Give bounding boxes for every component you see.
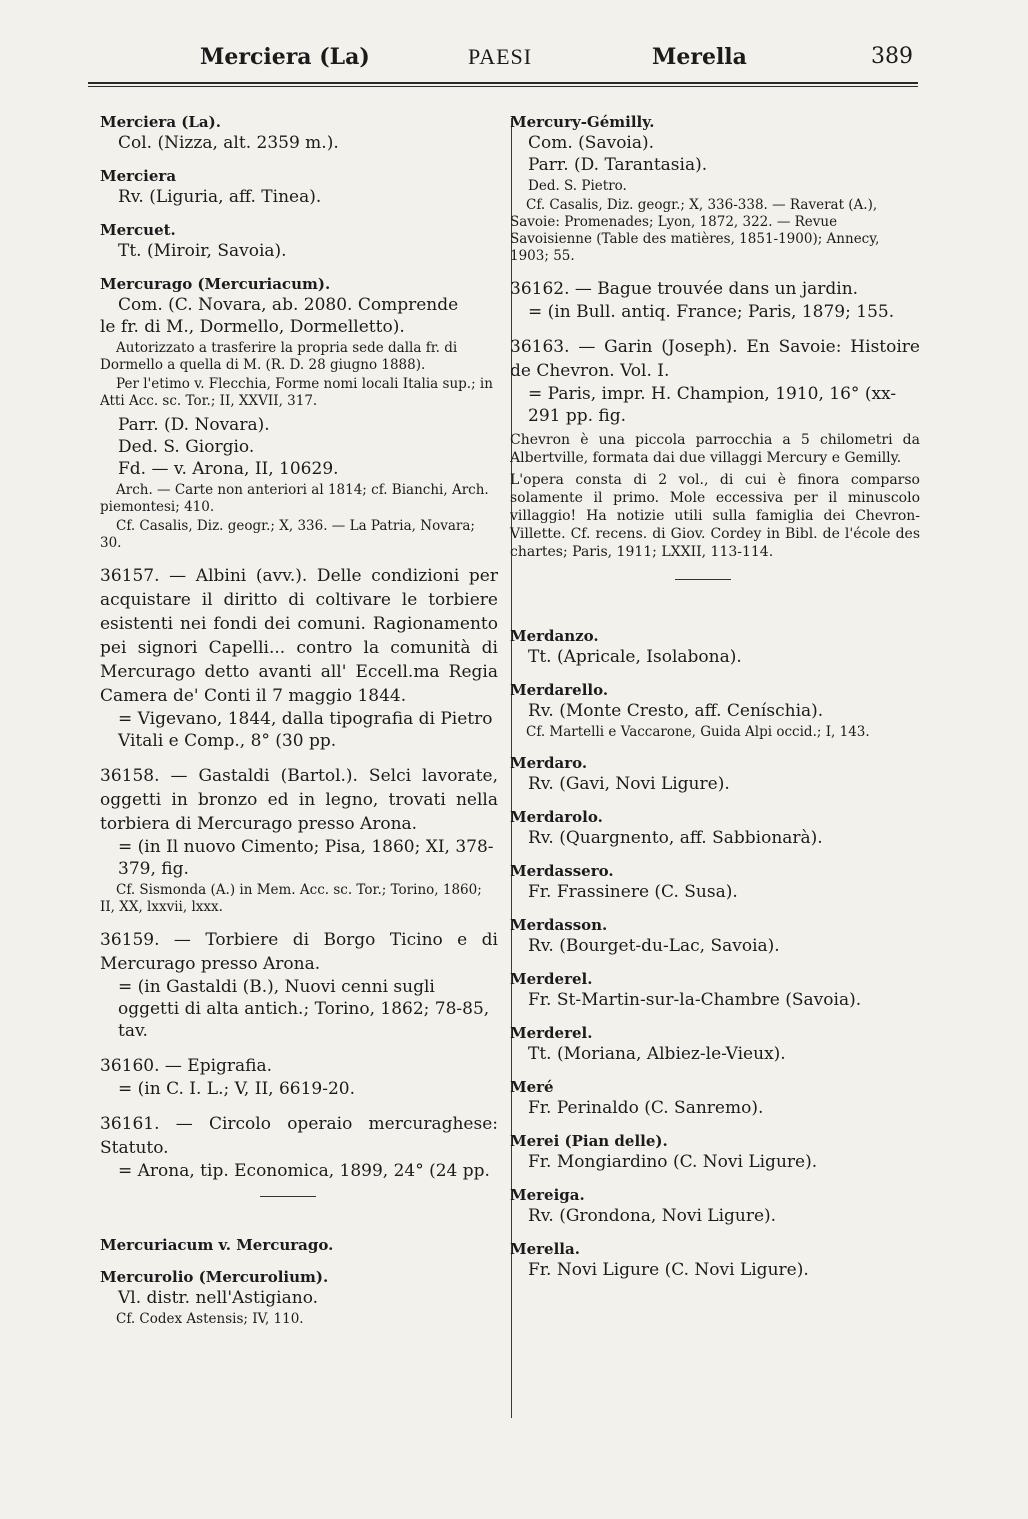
entry	[510, 1131, 920, 1173]
entry	[100, 220, 498, 262]
entry	[510, 861, 920, 903]
bibliography-entry	[510, 277, 920, 323]
bibliography-note: Chevron è una piccola parrocchia a 5 chilometri da Albertville, formata dai due villaggi Mercury e Gemilly.	[510, 432, 920, 466]
header-rule	[88, 82, 918, 84]
entry-line: Parr. (D. Novara).	[118, 415, 270, 435]
entry	[510, 680, 920, 741]
entry	[510, 1239, 920, 1281]
running-head-left: Merciera (La)	[200, 44, 370, 70]
bibliography-entry	[100, 928, 498, 1042]
running-head	[200, 44, 920, 78]
entry-line: Fr. Novi Ligure (C. Novi Ligure).	[528, 1260, 809, 1280]
bibliography-text: 36163. — Garin (Joseph). En Savoie: Histoire de Chevron. Vol. I.	[510, 337, 920, 381]
entry-line: Com. (C. Novara, ab. 2080. Comprende	[118, 295, 459, 315]
entry-headword: Merdassero.	[510, 862, 614, 880]
entry-note: Per l'etimo v. Flecchia, Forme nomi locali Italia sup.; in Atti Acc. sc. Tor.; II, XXVII, 317.	[100, 376, 493, 409]
entry-line: Rv. (Gavi, Novi Ligure).	[528, 774, 730, 794]
entry-line: Fr. Frassinere (C. Susa).	[528, 882, 738, 902]
bibliography-reference: = (in Il nuovo Cimento; Pisa, 1860; XI, 378-379, fig.	[118, 837, 494, 879]
entry-headword: Merdarolo.	[510, 808, 603, 826]
entry	[100, 166, 498, 208]
left-column	[100, 112, 498, 1340]
entry-line: Vl. distr. nell'Astigiano.	[118, 1288, 319, 1308]
entry-line: Fr. St-Martin-sur-la-Chambre (Savoia).	[528, 990, 862, 1010]
entry-line: Fr. Mongiardino (C. Novi Ligure).	[528, 1152, 818, 1172]
entry-headword: Merella.	[510, 1240, 580, 1258]
entry-line: Rv. (Grondona, Novi Ligure).	[528, 1206, 777, 1226]
entry-line: Rv. (Liguria, aff. Tinea).	[118, 187, 322, 207]
header-rule-thin	[88, 86, 918, 87]
entry-headword: Merdanzo.	[510, 627, 599, 645]
bibliography-reference: = (in C. I. L.; V, II, 6619-20.	[118, 1079, 356, 1099]
entry	[510, 112, 920, 265]
bibliography-note: L'opera consta di 2 vol., di cui è finora comparso solamente il primo. Mole eccessiva per il minuscolo villaggio! Ha notizie utili sulla famiglia dei Chevron-Villette. Cf. recens. di Giov. Cordey in Bibl. de l'école des chartes; Paris, 1911; LXXII, 113-114.	[510, 472, 920, 560]
entry-line: Com. (Savoia).	[528, 133, 655, 153]
entry	[510, 626, 920, 668]
entry	[510, 1077, 920, 1119]
entry-line: Fd. — v. Arona, II, 10629.	[118, 459, 339, 479]
entry-headword: Merderel.	[510, 970, 593, 988]
bibliography-entry	[510, 335, 920, 561]
entry-headword: Merei (Pian delle).	[510, 1132, 668, 1150]
entry-headword: Meré	[510, 1078, 554, 1096]
entry-line: Rv. (Bourget-du-Lac, Savoia).	[528, 936, 780, 956]
entry-headword: Mercurolio (Mercurolium).	[100, 1268, 329, 1286]
bibliography-reference: = Vigevano, 1844, dalla tipografia di Pietro Vitali e Comp., 8° (30 pp.	[118, 709, 493, 751]
bibliography-text: 36162. — Bague trouvée dans un jardin.	[510, 279, 859, 299]
entry-headword: Merderel.	[510, 1024, 593, 1042]
entry-headword: Merdaro.	[510, 754, 588, 772]
entry-line: Fr. Perinaldo (C. Sanremo).	[528, 1098, 764, 1118]
entry	[510, 753, 920, 795]
running-head-section: PAESI	[468, 44, 533, 69]
entry-headword: Merdasson.	[510, 916, 608, 934]
bibliography-entry	[100, 1054, 498, 1100]
entry-headword: Merciera	[100, 167, 177, 185]
bibliography-entry	[100, 1112, 498, 1201]
entry-headword: Mercury-Gémilly.	[510, 113, 655, 131]
entry-line: le fr. di M., Dormello, Dormelletto).	[100, 317, 405, 337]
entry	[100, 274, 498, 552]
entry-note: Ded. S. Pietro.	[528, 178, 627, 194]
right-column	[510, 112, 920, 1293]
entry-line: Tt. (Apricale, Isolabona).	[528, 647, 742, 667]
entry	[510, 1185, 920, 1227]
entry	[100, 1267, 498, 1328]
entry-line: Col. (Nizza, alt. 2359 m.).	[118, 133, 339, 153]
entry-note: Cf. Martelli e Vaccarone, Guida Alpi occid.; I, 143.	[526, 724, 870, 740]
section-rule	[260, 1196, 316, 1197]
entry-note: Cf. Casalis, Diz. geogr.; X, 336-338. — Raverat (A.), Savoie: Promenades; Lyon, 1872, 322. — Revue Savoisienne (Table des matières, 1851-1900); Annecy, 1903; 55.	[510, 197, 880, 264]
bibliography-text: 36161. — Circolo operaio mercuraghese: Statuto.	[100, 1114, 498, 1158]
entry-note: Cf. Casalis, Diz. geogr.; X, 336. — La Patria, Novara; 30.	[100, 518, 475, 551]
entry-line: Parr. (D. Tarantasia).	[528, 155, 708, 175]
bibliography-text: 36158. — Gastaldi (Bartol.). Selci lavorate, oggetti in bronzo ed in legno, trovati nella torbiera di Mercurago presso Arona.	[100, 766, 498, 834]
entry-line: Tt. (Miroir, Savoia).	[118, 241, 287, 261]
bibliography-note: Cf. Sismonda (A.) in Mem. Acc. sc. Tor.; Torino, 1860; II, XX, lxxvii, lxxx.	[100, 882, 482, 915]
entry	[510, 915, 920, 957]
entry	[510, 969, 920, 1011]
bibliography-reference: = (in Bull. antiq. France; Paris, 1879; 155.	[528, 302, 895, 322]
running-head-right: Merella	[652, 44, 747, 70]
entry-line: Rv. (Monte Cresto, aff. Ceníschia).	[528, 701, 824, 721]
entry	[510, 1023, 920, 1065]
entry-headword: Mercurago (Mercuriacum).	[100, 275, 331, 293]
bibliography-entry	[100, 564, 498, 752]
bibliography-reference: = Paris, impr. H. Champion, 1910, 16° (xx-291 pp. fig.	[528, 384, 897, 426]
bibliography-text: 36157. — Albini (avv.). Delle condizioni per acquistare il diritto di coltivare le torbiere esistenti nei fondi dei comuni. Ragionamento pei signori Capelli... contro la comunità di Mercurago detto avanti all' Eccell.ma Regia Camera de' Conti il 7 maggio 1844.	[100, 566, 498, 706]
entry-headword: Mercuet.	[100, 221, 176, 239]
bibliography-text: 36160. — Epigrafia.	[100, 1056, 273, 1076]
entry-line: Tt. (Moriana, Albiez-le-Vieux).	[528, 1044, 786, 1064]
entry-line: Rv. (Quargnento, aff. Sabbionarà).	[528, 828, 823, 848]
bibliography-text: 36159. — Torbiere di Borgo Ticino e di Mercurago presso Arona.	[100, 930, 498, 974]
entry-line: Ded. S. Giorgio.	[118, 437, 255, 457]
entry-headword: Merciera (La).	[100, 113, 221, 131]
bibliography-reference: = (in Gastaldi (B.), Nuovi cenni sugli oggetti di alta antich.; Torino, 1862; 78-85, tav.	[118, 977, 490, 1041]
entry-note: Autorizzato a trasferire la propria sede dalla fr. di Dormello a quella di M. (R. D. 28 giugno 1888).	[100, 340, 458, 373]
page-number: 389	[871, 44, 913, 69]
entry	[100, 112, 498, 154]
section-rule	[675, 579, 731, 580]
entry	[100, 1235, 498, 1255]
entry	[510, 807, 920, 849]
entry-headword: Mereiga.	[510, 1186, 585, 1204]
bibliography-reference: = Arona, tip. Economica, 1899, 24° (24 pp.	[118, 1161, 490, 1181]
entry-headword: Mercuriacum v. Mercurago.	[100, 1236, 334, 1254]
entry-note: Cf. Codex Astensis; IV, 110.	[116, 1311, 304, 1327]
entry-headword: Merdarello.	[510, 681, 609, 699]
entry-note: Arch. — Carte non anteriori al 1814; cf. Bianchi, Arch. piemontesi; 410.	[100, 482, 489, 515]
bibliography-entry	[100, 764, 498, 916]
